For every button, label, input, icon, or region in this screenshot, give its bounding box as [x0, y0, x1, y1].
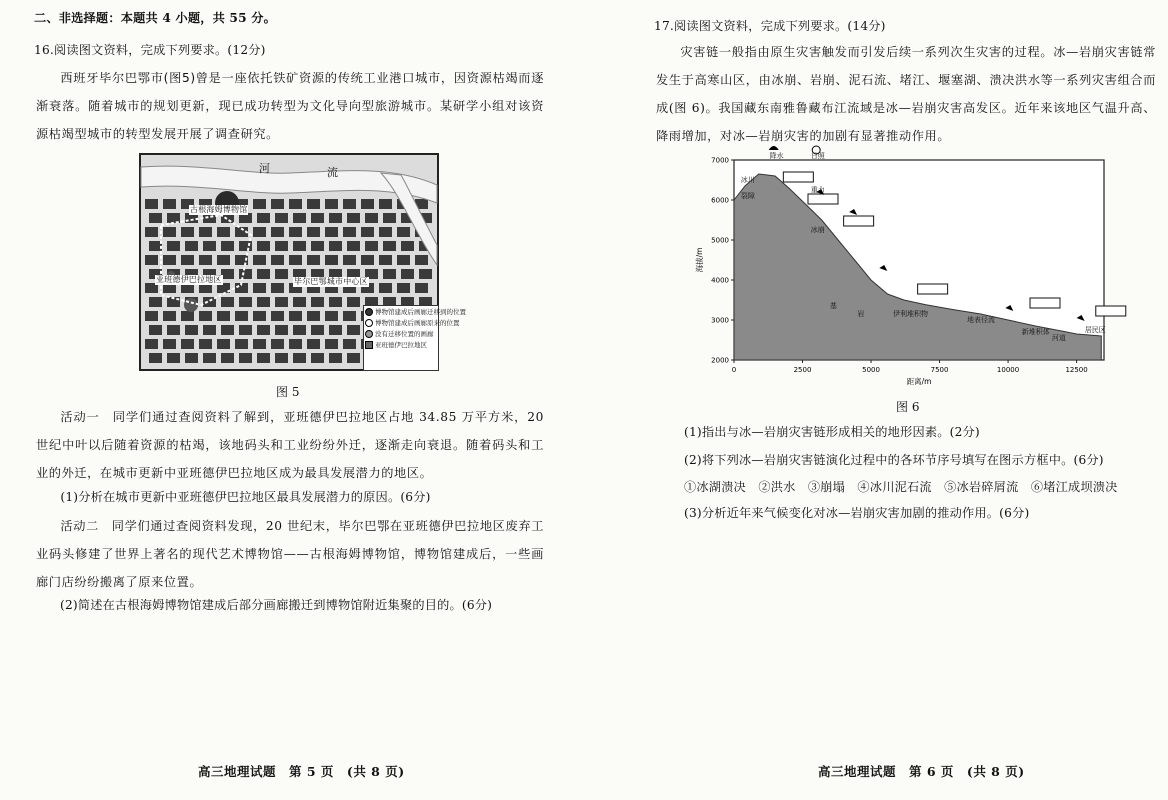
figure-5-map — [139, 153, 466, 371]
answer-box — [783, 172, 813, 182]
chart-label-deposit2: 新堆积体 — [1021, 328, 1050, 336]
right-page — [584, 0, 1168, 800]
chart-label-ice_collapse: 冰崩 — [810, 226, 825, 234]
q16-intro: 西班牙毕尔巴鄂市(图5)曾是一座依托铁矿资源的传统工业港口城市，因资源枯竭而逐渐衰落。随着城市的规划更新，现已成功转型为文化导向型旅游城市。某研学小组对该资源枯竭型城市的转型发展开展了调查研究。 — [36, 71, 544, 141]
map-label-museum: 古根海姆博物馆 — [190, 205, 248, 214]
y-tick-label: 3000 — [711, 316, 729, 325]
q16-header: 16.阅读图文资料，完成下列要求。(12分) — [34, 43, 266, 57]
legend-original-icon — [365, 319, 373, 327]
q16-sub2: (2)简述在古根海姆博物馆建成后部分画廊搬迁到博物馆附近集聚的目的。(6分) — [60, 598, 493, 612]
x-tick-label: 10000 — [996, 366, 1020, 374]
legend-item: 亚班德伊巴拉地区 — [365, 340, 437, 351]
chart-label-bedrock_b: 岩 — [857, 310, 865, 318]
x-axis-label: 距离/m — [906, 377, 932, 386]
chart-label-glacier: 冰川 — [740, 176, 755, 184]
x-tick-label: 5000 — [862, 366, 880, 374]
answer-box — [844, 216, 874, 226]
legend-item: 博物馆建成后画廊迁移到的位置 — [365, 307, 437, 318]
x-tick-label: 0 — [731, 366, 737, 374]
y-tick-label: 2000 — [711, 356, 729, 365]
y-axis-label: 海拔/m — [695, 247, 704, 273]
answer-box — [808, 194, 838, 204]
section-title: 二、非选择题：本题共 4 小题，共 55 分。 — [34, 11, 277, 25]
q17-sub1: (1)指出与冰—岩崩灾害链形成相关的地形因素。(2分) — [684, 425, 980, 439]
figure-5-caption: 图 5 — [276, 385, 300, 399]
right-footer: 高三地理试题 第 6 页 (共 8 页) — [818, 764, 1025, 779]
left-footer: 高三地理试题 第 5 页 (共 8 页) — [198, 764, 405, 779]
figure-6-caption: 图 6 — [896, 400, 920, 414]
y-tick-label: 6000 — [711, 196, 729, 205]
x-tick-label: 7500 — [930, 366, 949, 374]
chart-label-rain: 降水 — [769, 152, 784, 160]
y-tick-label: 4000 — [711, 276, 729, 285]
answer-box — [1096, 306, 1126, 316]
answer-box — [1030, 298, 1060, 308]
legend-district-icon — [365, 341, 373, 349]
q17-sub2: (2)将下列冰—岩崩灾害链演化过程中的各环节序号填写在图示方框中。(6分) — [684, 453, 1104, 467]
chart-label-bedrock_a: 基 — [829, 302, 837, 310]
figure-6-chart — [694, 152, 1114, 390]
map-label-river-b: 流 — [327, 166, 339, 179]
activity-1: 活动一 同学们通过查阅资料了解到，亚班德伊巴拉地区占地 34.85 万平方米，20 世纪中叶以后随着资源的枯竭，该地码头和工业纷纷外迁，逐渐走向衰退。随着码头和工业的外迁，在城市更新中亚班德伊巴拉地区成为最具发展潜力的地区。 — [36, 410, 544, 480]
map-label-river-a: 河 — [259, 162, 271, 175]
chart-label-gravity: 重力 — [810, 186, 825, 194]
activity-2: 活动二 同学们通过查阅资料发现，20 世纪末，毕尔巴鄂在亚班德伊巴拉地区废弃工业码头修建了世界上著名的现代艺术博物馆——古根海姆博物馆，博物馆建成后，一些画廊门店纷纷搬离了原来位置。 — [36, 519, 544, 589]
map-label-district: 亚班德伊巴拉地区 — [156, 275, 222, 284]
chart-label-settlement: 居民区 — [1084, 326, 1106, 334]
chart-label-sun: 日照 — [810, 152, 825, 160]
legend-moved-to-icon — [365, 308, 373, 316]
map-legend — [363, 305, 466, 371]
chart-label-flow: 地表径流 — [966, 316, 995, 324]
legend-item: 没有迁移位置的画廊 — [365, 329, 437, 340]
q17-intro: 灾害链一般指由原生灾害触发而引发后续一系列次生灾害的过程。冰—岩崩灾害链常发生于高寒山区，由冰崩、岩崩、泥石流、堵江、堰塞湖、溃决洪水等一系列灾害组合而成(图 6)。我国藏东南雅鲁藏布江流域是冰—岩崩灾害高发区。近年来该地区气温升高、降雨增加，对冰—岩崩灾害的加剧有显著推动作用。 — [656, 45, 1156, 143]
chart-label-deposit: 伊利堆积物 — [892, 310, 928, 318]
x-tick-label: 2500 — [793, 366, 812, 374]
x-tick-label: 12500 — [1065, 366, 1088, 374]
y-tick-label: 7000 — [711, 156, 729, 165]
legend-unmoved-icon — [365, 330, 373, 338]
q17-options: ①冰湖溃决 ②洪水 ③崩塌 ④冰川泥石流 ⑤冰岩碎屑流 ⑥堵江成坝溃决 — [684, 480, 1118, 494]
chart-label-riverbed: 河道 — [1051, 334, 1066, 342]
q17-sub3: (3)分析近年来气候变化对冰—岩崩灾害加剧的推动作用。(6分) — [684, 506, 1030, 520]
q16-sub1: (1)分析在城市更新中亚班德伊巴拉地区最具发展潜力的原因。(6分) — [60, 490, 431, 504]
legend-item: 博物馆建成后画廊原来的位置 — [365, 318, 437, 329]
profile-chart-svg — [694, 152, 1114, 390]
y-tick-label: 5000 — [711, 236, 729, 245]
answer-box — [918, 284, 948, 294]
map-label-center: 毕尔巴鄂城市中心区 — [294, 277, 368, 286]
chart-label-bedrock_top: 裂隙 — [740, 192, 755, 200]
q17-header: 17.阅读图文资料，完成下列要求。(14分) — [654, 19, 886, 33]
